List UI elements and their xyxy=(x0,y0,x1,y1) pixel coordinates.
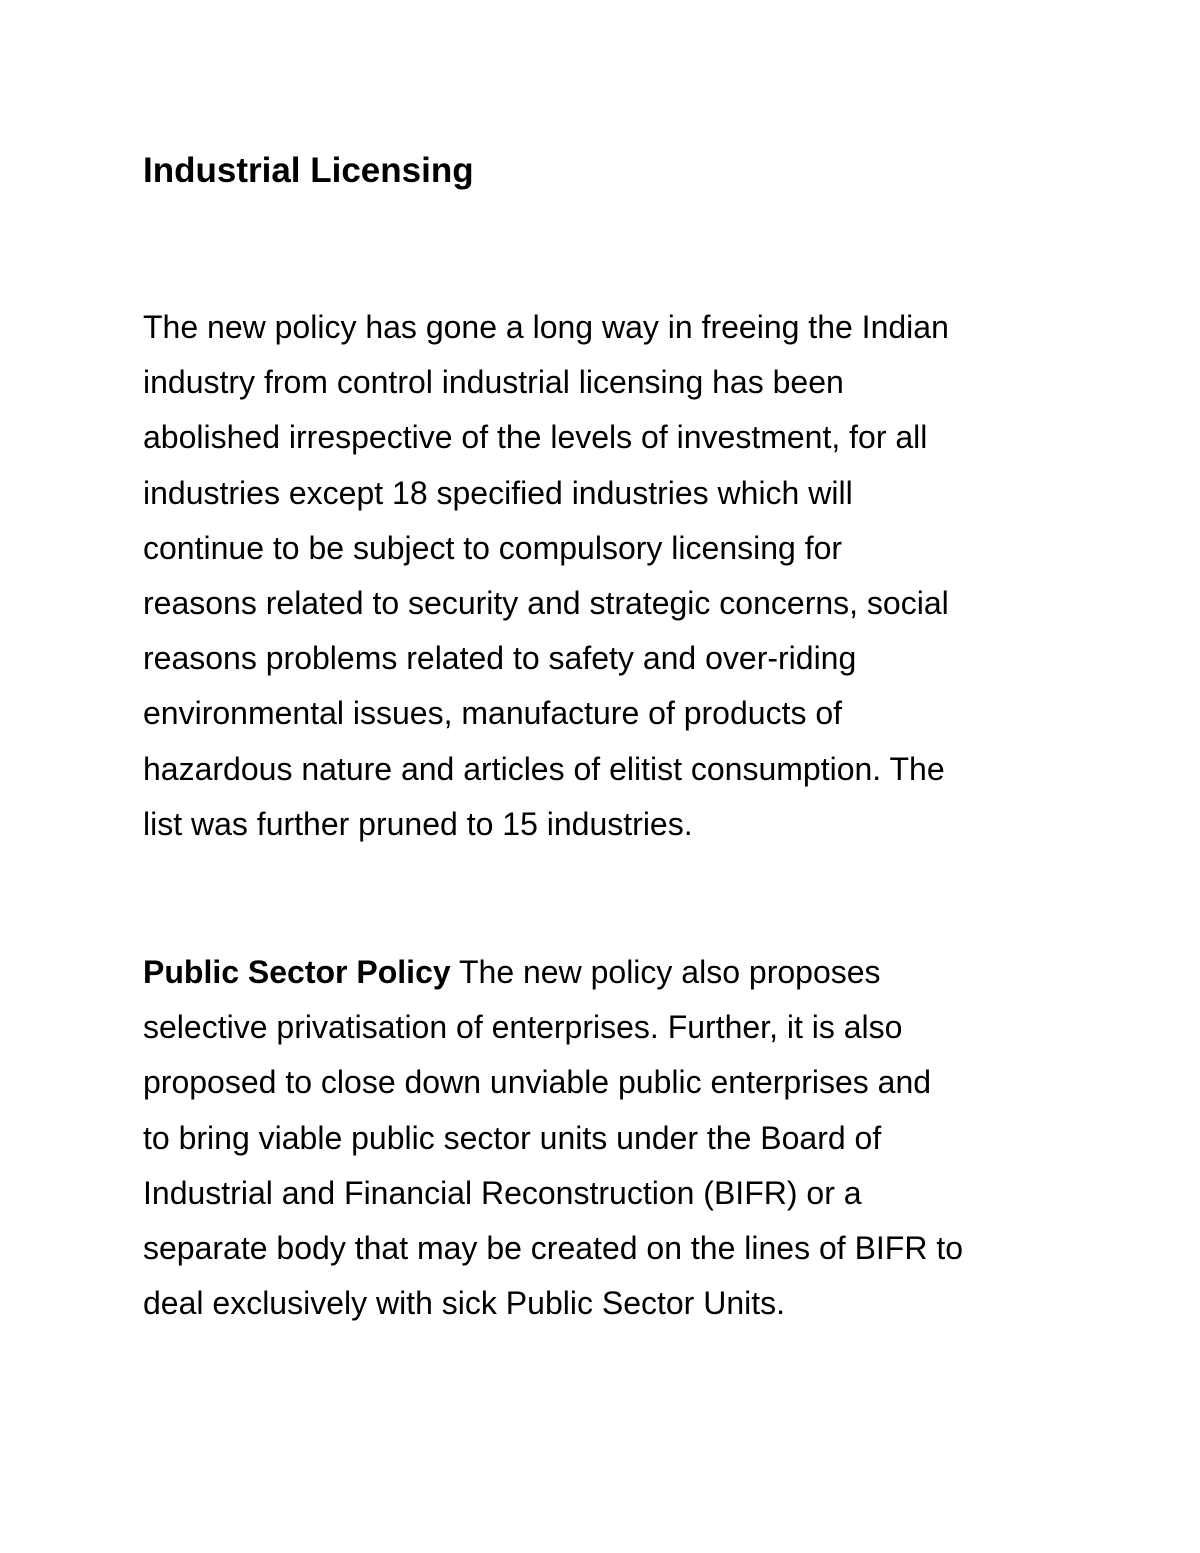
paragraph-first-line xyxy=(143,945,963,1000)
paragraph-line: reasons problems related to safety and over-riding xyxy=(143,640,857,677)
paragraph-industrial-licensing xyxy=(143,300,949,852)
paragraph-line: industry from control industrial licensing has been xyxy=(143,364,844,401)
paragraph-line: environmental issues, manufacture of products of xyxy=(143,695,843,732)
paragraph-line: deal exclusively with sick Public Sector Units. xyxy=(143,1285,786,1322)
paragraph-line: abolished irrespective of the levels of investment, for all xyxy=(143,419,928,456)
paragraph-line: proposed to close down unviable public enterprises and xyxy=(143,1064,932,1101)
paragraph-line: hazardous nature and articles of elitist consumption. The xyxy=(143,750,945,787)
paragraph-first-line-text: The new policy also proposes xyxy=(450,954,881,990)
paragraph-line: separate body that may be created on the lines of BIFR to xyxy=(143,1229,964,1266)
paragraph-line: list was further pruned to 15 industries. xyxy=(143,805,693,842)
paragraph-line: to bring viable public sector units under the Board of xyxy=(143,1119,882,1156)
inline-heading-public-sector-policy: Public Sector Policy xyxy=(143,954,451,990)
paragraph-line: industries except 18 specified industries which will xyxy=(143,474,853,511)
paragraph-line: The new policy has gone a long way in freeing the Indian xyxy=(143,309,949,345)
paragraph-line: selective privatisation of enterprises. Further, it is also xyxy=(143,1009,903,1046)
paragraph-public-sector-policy xyxy=(143,945,963,1331)
paragraph-line: Industrial and Financial Reconstruction (BIFR) or a xyxy=(143,1174,862,1211)
section-heading-industrial-licensing: Industrial Licensing xyxy=(143,151,474,190)
paragraph-line: reasons related to security and strategic concerns, social xyxy=(143,584,949,621)
paragraph-line: continue to be subject to compulsory licensing for xyxy=(143,529,843,566)
